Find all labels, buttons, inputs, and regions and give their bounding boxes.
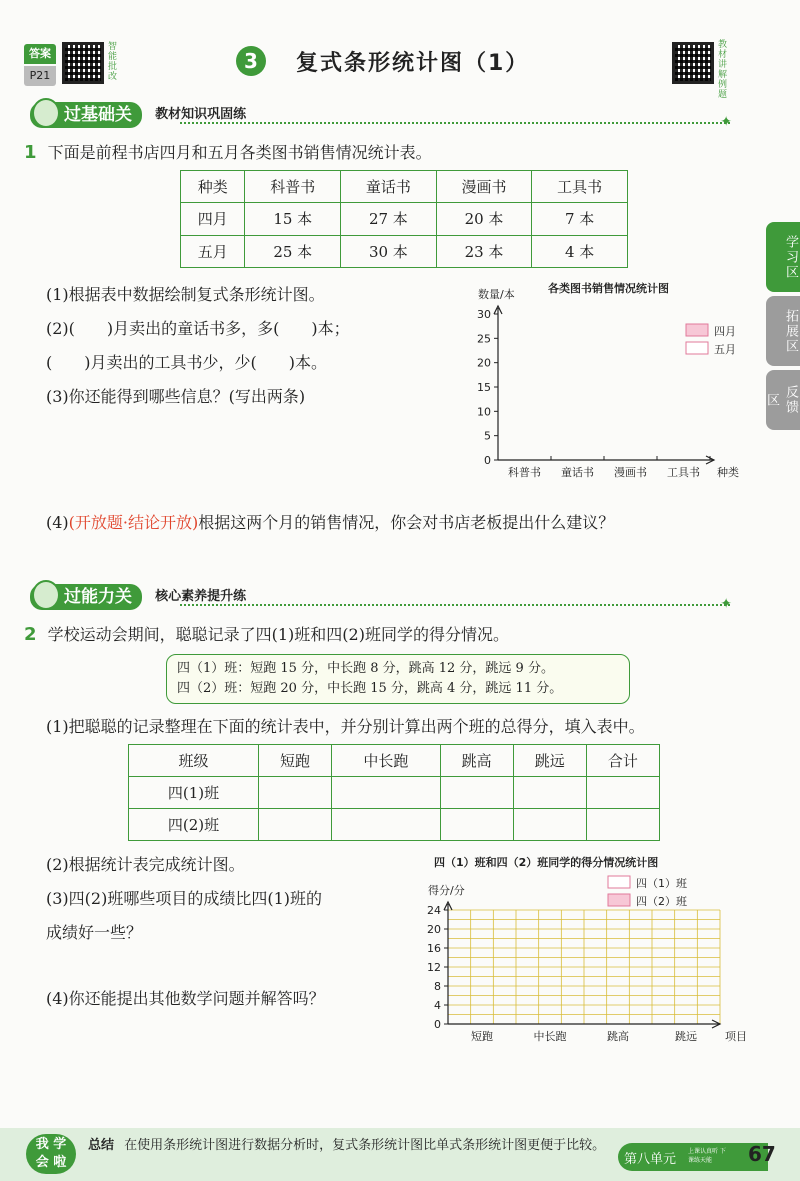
table-header-cell: 短跑 bbox=[259, 745, 332, 777]
x-axis-label: 项目 bbox=[725, 1030, 747, 1043]
q2-number: 2 bbox=[24, 624, 37, 645]
table-row bbox=[181, 203, 628, 235]
table-cell: 20 本 bbox=[436, 203, 532, 235]
table-cell: 25 本 bbox=[245, 235, 341, 267]
x-tick-label: 跳高 bbox=[607, 1030, 629, 1043]
unit-label: 第八单元 bbox=[624, 1152, 677, 1167]
tab-expand-area[interactable]: 拓展区 bbox=[766, 296, 800, 366]
x-tick-label: 中长跑 bbox=[533, 1030, 567, 1043]
x-axis-label: 种类 bbox=[717, 466, 739, 479]
x-tick-label: 工具书 bbox=[667, 466, 700, 479]
unit-badge bbox=[618, 1143, 768, 1171]
y-tick-label: 12 bbox=[427, 961, 441, 974]
q2-sub2: (2)根据统计表完成统计图。 bbox=[46, 855, 245, 874]
summary-label: 总结 bbox=[88, 1138, 115, 1153]
q2-score-chart[interactable] bbox=[420, 852, 750, 1050]
page-title: 复式条形统计图（1） bbox=[296, 51, 530, 76]
qr-code-icon[interactable] bbox=[672, 42, 714, 84]
y-axis-label: 数量/本 bbox=[478, 288, 515, 301]
table-header-cell: 漫画书 bbox=[436, 171, 532, 203]
table-row bbox=[181, 235, 628, 267]
section-basic-subtitle: 教材知识巩固练 bbox=[155, 107, 247, 122]
table-cell: 4 本 bbox=[532, 235, 628, 267]
y-tick-label: 20 bbox=[477, 356, 491, 370]
learned-badge-line1: 我 学 bbox=[35, 1137, 67, 1152]
table-header-cell: 种类 bbox=[181, 171, 245, 203]
score-input-cell[interactable] bbox=[332, 777, 440, 809]
answer-badge[interactable] bbox=[24, 44, 56, 86]
divider bbox=[180, 122, 730, 124]
tab-study-area[interactable]: 学习区 bbox=[766, 222, 800, 292]
x-tick-label: 跳远 bbox=[675, 1030, 697, 1043]
y-tick-label: 24 bbox=[427, 904, 441, 917]
summary-note bbox=[88, 1136, 608, 1156]
table-cell: 四(1)班 bbox=[129, 777, 259, 809]
y-tick-label: 15 bbox=[477, 381, 491, 394]
q1-intro: 下面是前程书店四月和五月各类图书销售情况统计表。 bbox=[47, 143, 432, 162]
x-tick-label: 童话书 bbox=[561, 466, 594, 479]
table-header-cell: 班级 bbox=[129, 745, 259, 777]
q1-sub2a: (2)( )月卖出的童话书多，多( )本； bbox=[46, 319, 350, 338]
score-input-cell[interactable] bbox=[440, 777, 513, 809]
table-cell: 7 本 bbox=[532, 203, 628, 235]
score-input-cell[interactable] bbox=[513, 777, 586, 809]
table-header-cell: 跳远 bbox=[513, 745, 586, 777]
divider bbox=[180, 604, 730, 606]
q1-sub4-line bbox=[46, 510, 614, 533]
mascot-icon bbox=[32, 98, 60, 128]
table-row bbox=[129, 777, 660, 809]
star-icon: ✦ bbox=[720, 596, 732, 612]
y-tick-label: 0 bbox=[434, 1018, 441, 1031]
y-tick-label: 4 bbox=[434, 999, 441, 1012]
y-tick-label: 25 bbox=[477, 332, 491, 346]
q2-sub1: (1)把聪聪的记录整理在下面的统计表中，并分别计算出两个班的总得分，填入表中。 bbox=[46, 717, 645, 736]
q2-intro: 学校运动会期间，聪聪记录了四(1)班和四(2)班同学的得分情况。 bbox=[47, 625, 509, 644]
q1-book-sales-chart[interactable] bbox=[460, 278, 750, 480]
q1-sub1: (1)根据表中数据绘制复式条形统计图。 bbox=[46, 285, 325, 304]
legend-label: 四月 bbox=[714, 325, 736, 338]
legend-swatch bbox=[608, 894, 630, 906]
table-cell: 30 本 bbox=[341, 235, 437, 267]
q1-sub4-text: 根据这两个月的销售情况，你会对书店老板提出什么建议？ bbox=[198, 513, 615, 532]
score-input-cell[interactable] bbox=[440, 809, 513, 841]
answer-page: P21 bbox=[24, 66, 56, 86]
legend-swatch bbox=[608, 876, 630, 888]
score-input-cell[interactable] bbox=[259, 777, 332, 809]
y-tick-label: 5 bbox=[484, 429, 491, 443]
table-row bbox=[129, 809, 660, 841]
y-axis-label: 得分/分 bbox=[428, 884, 465, 897]
lesson-number: 3 bbox=[236, 46, 266, 76]
q1-sub3: (3)你还能得到哪些信息？(写出两条) bbox=[46, 387, 306, 406]
table-cell: 15 本 bbox=[245, 203, 341, 235]
y-tick-label: 8 bbox=[434, 980, 441, 993]
q2-sub3a: (3)四(2)班哪些项目的成绩比四(1)班的 bbox=[46, 889, 322, 908]
open-question-tag: (开放题·结论开放) bbox=[68, 513, 199, 532]
section-ability-tag: 过能力关 bbox=[30, 584, 142, 610]
tab-feedback-area[interactable]: 反馈区 bbox=[766, 370, 800, 430]
q1-sub4-prefix: (4) bbox=[46, 513, 69, 532]
section-basic-tag: 过基础关 bbox=[30, 102, 142, 128]
x-tick-label: 漫画书 bbox=[614, 466, 647, 479]
chart-title: 各类图书销售情况统计图 bbox=[548, 282, 669, 295]
q1-book-sales-table bbox=[180, 170, 628, 268]
score-input-cell[interactable] bbox=[259, 809, 332, 841]
chart-title: 四（1）班和四（2）班同学的得分情况统计图 bbox=[434, 856, 659, 869]
table-header-cell: 科普书 bbox=[245, 171, 341, 203]
qr-right-label: 教材讲解例题 bbox=[718, 40, 728, 100]
mascot-icon bbox=[32, 580, 60, 610]
learned-badge-line2: 会 啦 bbox=[35, 1155, 67, 1170]
q2-sub3b: 成绩好一些？ bbox=[46, 923, 143, 942]
answer-label: 答案 bbox=[24, 44, 56, 64]
q2-intro-line bbox=[24, 622, 509, 645]
section-ability-subtitle: 核心素养提升练 bbox=[155, 589, 247, 604]
score-input-cell[interactable] bbox=[586, 809, 659, 841]
table-header-cell: 童话书 bbox=[341, 171, 437, 203]
x-tick-label: 短跑 bbox=[471, 1030, 493, 1043]
qr-code-icon[interactable] bbox=[62, 42, 104, 84]
table-header-cell: 跳高 bbox=[440, 745, 513, 777]
page-number: 67 bbox=[748, 1142, 776, 1166]
legend-swatch bbox=[686, 324, 708, 336]
star-icon: ✦ bbox=[720, 114, 732, 130]
y-tick-label: 20 bbox=[427, 923, 441, 936]
record-class1: 四（1）班：短跑 15 分，中长跑 8 分，跳高 12 分，跳远 9 分。 bbox=[177, 661, 554, 676]
y-tick-label: 0 bbox=[484, 454, 491, 467]
legend-label: 四（1）班 bbox=[636, 877, 687, 890]
qr-left-label: 智能批改 bbox=[108, 42, 118, 82]
section-ability-banner bbox=[30, 584, 790, 610]
q1-sub2b: ( )月卖出的工具书少，少( )本。 bbox=[46, 353, 327, 372]
score-input-cell[interactable] bbox=[586, 777, 659, 809]
section-basic-banner bbox=[30, 102, 790, 128]
y-tick-label: 30 bbox=[477, 308, 491, 321]
y-tick-label: 16 bbox=[427, 942, 441, 955]
record-class2: 四（2）班：短跑 20 分，中长跑 15 分，跳高 4 分，跳远 11 分。 bbox=[177, 681, 563, 696]
table-cell: 四(2)班 bbox=[129, 809, 259, 841]
q1-intro-line bbox=[24, 140, 432, 163]
unit-note: 上课认真听 下课练天能 bbox=[688, 1148, 726, 1164]
score-input-cell[interactable] bbox=[513, 809, 586, 841]
legend-swatch bbox=[686, 342, 708, 354]
table-header-cell: 合计 bbox=[586, 745, 659, 777]
table-header-cell: 工具书 bbox=[532, 171, 628, 203]
table-cell: 27 本 bbox=[341, 203, 437, 235]
q1-number: 1 bbox=[24, 142, 37, 163]
y-tick-label: 10 bbox=[477, 405, 491, 419]
summary-text: 在使用条形统计图进行数据分析时，复式条形统计图比单式条形统计图更便于比较。 bbox=[124, 1138, 606, 1153]
q2-score-table bbox=[128, 744, 660, 841]
table-header-cell: 中长跑 bbox=[332, 745, 440, 777]
legend-label: 四（2）班 bbox=[636, 895, 687, 908]
table-cell: 五月 bbox=[181, 235, 245, 267]
legend-label: 五月 bbox=[714, 343, 736, 356]
table-cell: 四月 bbox=[181, 203, 245, 235]
learned-badge bbox=[26, 1134, 76, 1174]
table-cell: 23 本 bbox=[436, 235, 532, 267]
x-tick-label: 科普书 bbox=[508, 466, 541, 479]
q2-sub4: (4)你还能提出其他数学问题并解答吗？ bbox=[46, 989, 325, 1008]
score-input-cell[interactable] bbox=[332, 809, 440, 841]
score-record-note bbox=[166, 654, 630, 704]
